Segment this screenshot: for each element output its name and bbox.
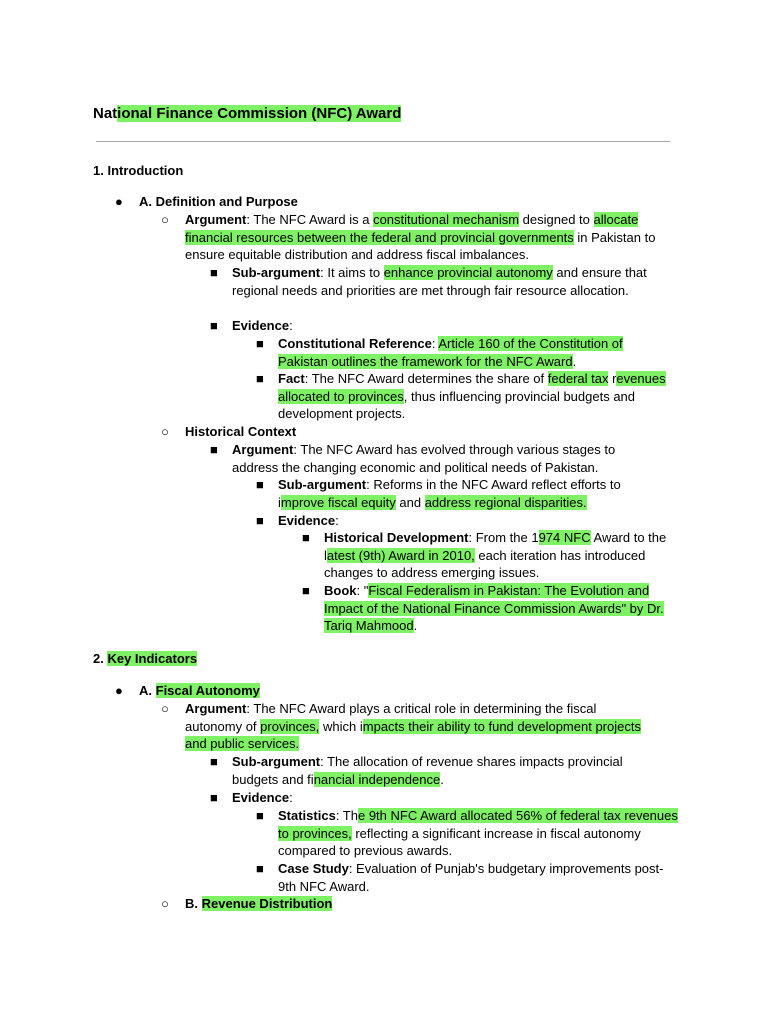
list-item-sub-argument	[210, 264, 668, 299]
bullet-square: ■	[210, 442, 218, 457]
list-item-statistics	[256, 807, 678, 860]
bullet-square: ■	[256, 861, 264, 876]
item-text: Argument: The NFC Award has evolved through various stages to address the changing economic and political needs of Pakistan.	[232, 442, 616, 475]
bullet-disc: ●	[115, 194, 123, 209]
item-text: Constitutional Reference: Article 160 of the Constitution of Pakistan outlines the framework for the NFC Award.	[278, 336, 623, 369]
list-item-historical-context	[161, 423, 675, 441]
section-heading-key-indicators: 2. Key Indicators	[93, 651, 198, 666]
section-heading-introduction: 1. Introduction	[93, 163, 184, 178]
bullet-square: ■	[256, 477, 264, 492]
item-text: Evidence:	[232, 318, 293, 333]
list-item-definition	[115, 193, 679, 211]
bullet-square: ■	[256, 513, 264, 528]
item-text: Case Study: Evaluation of Punjab's budgetary improvements post-9th NFC Award.	[278, 861, 664, 894]
bullet-disc: ●	[115, 683, 123, 698]
bullet-square: ■	[210, 790, 218, 805]
item-text: Sub-argument: The allocation of revenue shares impacts provincial budgets and financial independence.	[232, 754, 623, 787]
list-item-historical-development	[302, 529, 669, 582]
bullet-square: ■	[210, 754, 218, 769]
list-item-argument	[161, 700, 655, 753]
item-text: Historical Development: From the 1974 NFC Award to the latest (9th) Award in 2010, each iteration has introduced changes to address emerging issues.	[324, 530, 667, 581]
title-highlight: ional Finance Commission (NFC) Award	[117, 105, 402, 122]
bullet-square: ■	[256, 336, 264, 351]
list-item-case-study	[256, 860, 673, 895]
list-item-sub-argument	[210, 753, 668, 788]
item-text: Book: "Fiscal Federalism in Pakistan: The Evolution and Impact of the National Finance Commission Awards" by Dr. Tariq Mahmood.	[324, 583, 664, 634]
bullet-circle: ○	[161, 212, 169, 227]
list-item-sub-argument	[256, 476, 668, 511]
list-item-revenue-distribution	[161, 895, 675, 913]
bullet-circle: ○	[161, 896, 169, 911]
item-text: Sub-argument: It aims to enhance provincial autonomy and ensure that regional needs and priorities are met through fair resource allocation.	[232, 265, 647, 298]
item-text: Statistics: The 9th NFC Award allocated 56% of federal tax revenues to provinces, reflecting a significant increase in fiscal autonomy compared to previous awards.	[278, 808, 678, 859]
list-item-evidence	[210, 317, 668, 335]
list-item-evidence	[256, 512, 668, 530]
bullet-square: ■	[210, 265, 218, 280]
item-text: Evidence:	[232, 790, 293, 805]
list-item-book	[302, 582, 669, 635]
list-item-argument	[210, 441, 662, 476]
list-item-argument	[161, 211, 675, 264]
item-text: Fact: The NFC Award determines the share of federal tax revenues allocated to provinces, thus influencing provincial budgets and development projects.	[278, 371, 666, 422]
list-item-fiscal-autonomy	[115, 682, 679, 700]
item-label: A. Definition and Purpose	[139, 194, 298, 209]
item-text: Evidence:	[278, 513, 339, 528]
item-text: Argument: The NFC Award is a constitutional mechanism designed to allocate financial resources between the federal and provincial governments in Pakistan to ensure equitable distribution and address fiscal imbalances.	[185, 212, 656, 263]
item-text: Sub-argument: Reforms in the NFC Award reflect efforts to improve fiscal equity and address regional disparities.	[278, 477, 621, 510]
bullet-circle: ○	[161, 424, 169, 439]
bullet-square: ■	[302, 583, 310, 598]
bullet-square: ■	[210, 318, 218, 333]
list-item-constitutional-reference	[256, 335, 668, 370]
bullet-square: ■	[256, 371, 264, 386]
bullet-square: ■	[302, 530, 310, 545]
item-label: Historical Context	[185, 424, 297, 439]
horizontal-rule	[96, 141, 670, 142]
title-plain: Nat	[93, 105, 118, 122]
item-label: B. Revenue Distribution	[185, 896, 333, 911]
item-label: A. Fiscal Autonomy	[139, 683, 260, 698]
item-text: Argument: The NFC Award plays a critical role in determining the fiscal autonomy of provinces, which impacts their ability to fund development projects and public services.	[185, 701, 641, 752]
list-item-evidence	[210, 789, 668, 807]
list-item-fact	[256, 370, 670, 423]
document-title	[93, 104, 401, 124]
bullet-square: ■	[256, 808, 264, 823]
bullet-circle: ○	[161, 701, 169, 716]
